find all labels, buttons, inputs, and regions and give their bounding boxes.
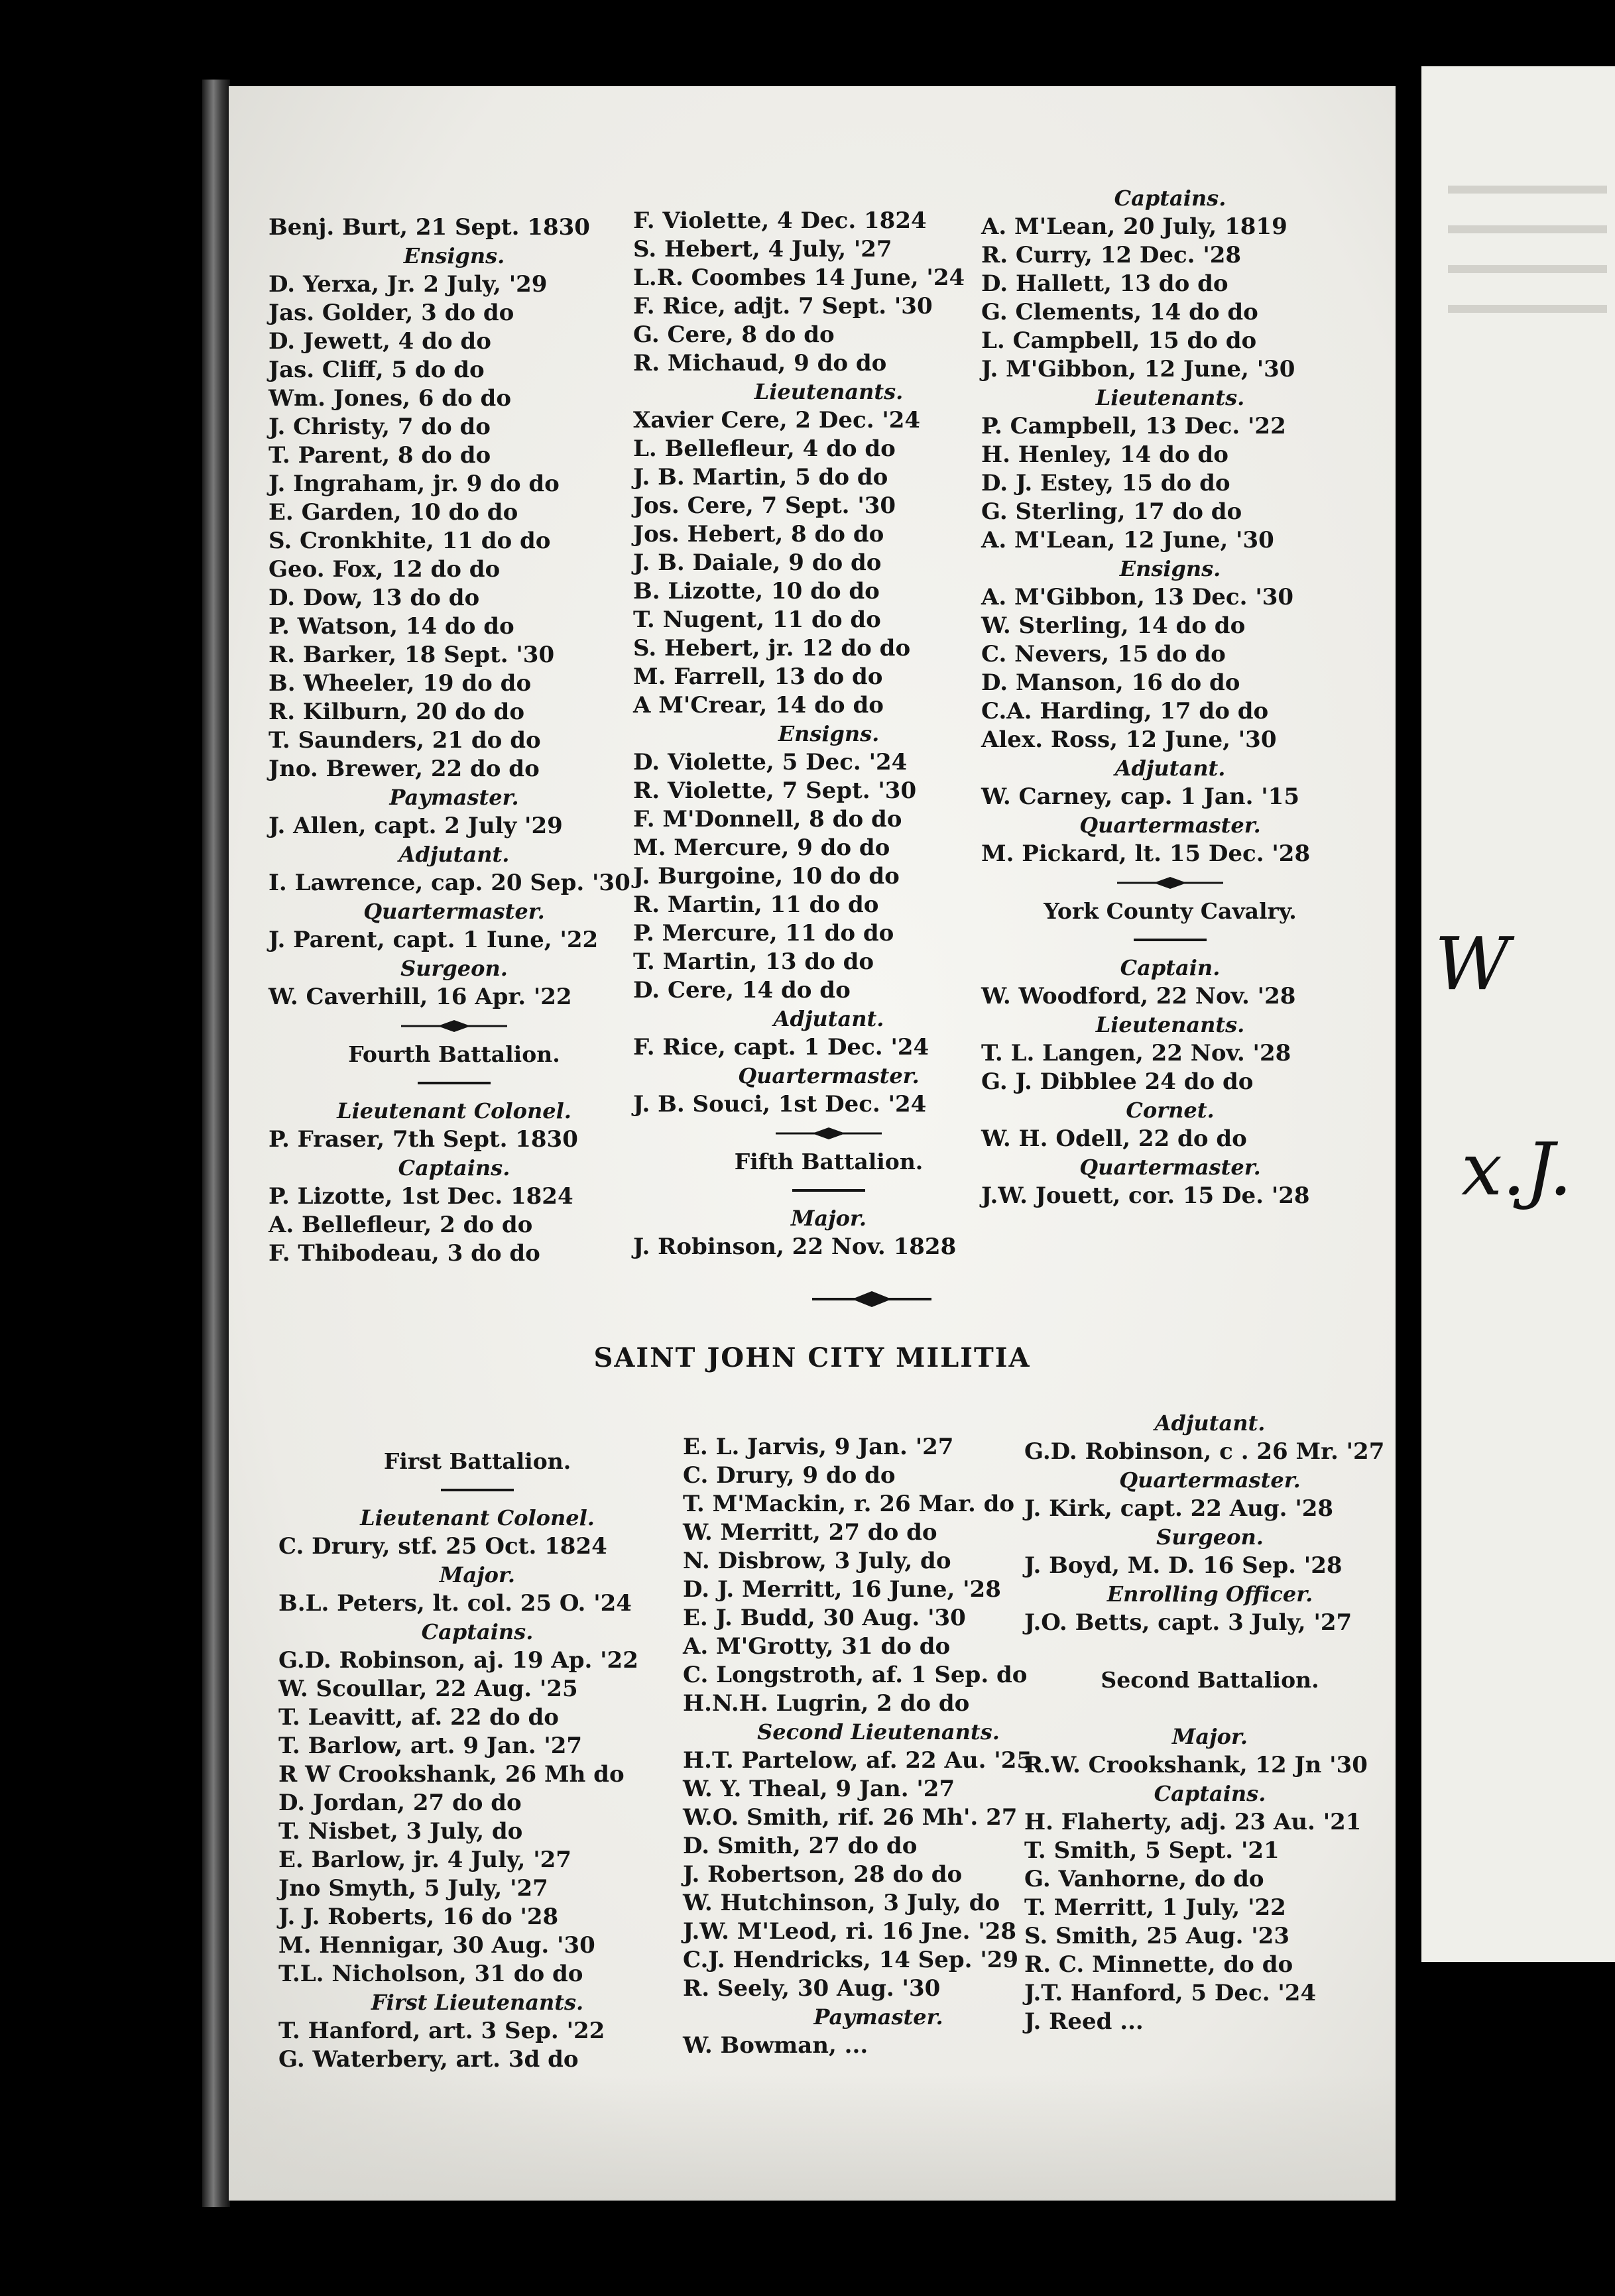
roster-entry: R W Crookshank, 26 Mh do bbox=[278, 1761, 625, 1788]
roster-entry: R.W. Crookshank, 12 Jn '30 bbox=[1024, 1752, 1368, 1778]
roster-entry: Alex. Ross, 12 June, '30 bbox=[981, 726, 1277, 753]
roster-entry: J.O. Betts, capt. 3 July, '27 bbox=[1024, 1609, 1352, 1636]
roster-entry: W. Carney, cap. 1 Jan. '15 bbox=[981, 783, 1300, 810]
bottom-column-2 bbox=[683, 1433, 1074, 2060]
roster-entry: W. H. Odell, 22 do do bbox=[981, 1125, 1247, 1152]
rank-heading: Adjutant. bbox=[398, 842, 510, 867]
roster-entry: T. Martin, 13 do do bbox=[633, 948, 874, 975]
roster-entry: T. M'Mackin, r. 26 Mar. do bbox=[683, 1491, 1015, 1517]
divider-ornament bbox=[981, 868, 1359, 897]
roster-entry: F. Rice, capt. 1 Dec. '24 bbox=[633, 1034, 929, 1061]
roster-entry: J. Parent, capt. 1 Iune, '22 bbox=[269, 927, 599, 953]
roster-entry: W. Sterling, 14 do do bbox=[981, 612, 1246, 639]
roster-entry: D. Smith, 27 do do bbox=[683, 1833, 918, 1859]
roster-entry: S. Cronkhite, 11 do do bbox=[269, 528, 551, 554]
top-column-3 bbox=[981, 184, 1359, 1210]
roster-entry: J. Christy, 7 do do bbox=[269, 414, 491, 440]
rank-heading: Surgeon. bbox=[400, 956, 508, 981]
roster-entry: G. Sterling, 17 do do bbox=[981, 498, 1242, 525]
roster-entry: J. B. Souci, 1st Dec. '24 bbox=[633, 1091, 927, 1118]
roster-entry: L. Campbell, 15 do do bbox=[981, 327, 1257, 354]
roster-entry: D. Cere, 14 do do bbox=[633, 977, 851, 1004]
roster-entry: J.W. Jouett, cor. 15 De. '28 bbox=[981, 1182, 1310, 1209]
roster-entry: R. Curry, 12 Dec. '28 bbox=[981, 242, 1242, 268]
roster-entry: D. Yerxa, Jr. 2 July, '29 bbox=[269, 271, 548, 298]
roster-entry: C.A. Harding, 17 do do bbox=[981, 698, 1269, 724]
roster-entry: R. Martin, 11 do do bbox=[633, 891, 879, 918]
rank-heading: Quartermaster. bbox=[363, 899, 545, 924]
top-column-2 bbox=[633, 207, 1024, 1261]
roster-entry: D. J. Estey, 15 do do bbox=[981, 470, 1230, 496]
short-rule bbox=[981, 925, 1359, 954]
roster-entry: R. Kilburn, 20 do do bbox=[269, 699, 525, 725]
roster-entry: J. Allen, capt. 2 July '29 bbox=[269, 813, 563, 839]
rank-heading: Quartermaster. bbox=[738, 1063, 920, 1088]
roster-entry: L. Bellefleur, 4 do do bbox=[633, 435, 896, 462]
rank-heading: Major. bbox=[790, 1206, 867, 1231]
margin-handwriting-w: W bbox=[1435, 921, 1510, 1006]
roster-entry: J. Ingraham, jr. 9 do do bbox=[269, 471, 560, 497]
roster-entry: F. Violette, 4 Dec. 1824 bbox=[633, 207, 927, 234]
rank-heading: Ensigns. bbox=[778, 721, 880, 746]
rank-heading: Paymaster. bbox=[813, 2004, 943, 2030]
roster-entry: T. Barlow, art. 9 Jan. '27 bbox=[278, 1733, 583, 1759]
rank-heading: First Lieutenants. bbox=[371, 1990, 584, 2015]
roster-entry: T. Saunders, 21 do do bbox=[269, 727, 541, 754]
roster-entry: R. C. Minnette, do do bbox=[1024, 1951, 1293, 1978]
top-column-1 bbox=[269, 213, 640, 1268]
roster-entry: Jno. Brewer, 22 do do bbox=[269, 756, 540, 782]
roster-entry: J. M'Gibbon, 12 June, '30 bbox=[981, 356, 1295, 382]
roster-entry: Geo. Fox, 12 do do bbox=[269, 556, 501, 583]
roster-entry: G.D. Robinson, c . 26 Mr. '27 bbox=[1024, 1438, 1385, 1465]
roster-entry: G. Waterbery, art. 3d do bbox=[278, 2046, 579, 2073]
roster-entry: H. Henley, 14 do do bbox=[981, 441, 1228, 468]
rank-heading: Captain. bbox=[1120, 955, 1221, 980]
rank-heading: Captains. bbox=[398, 1155, 510, 1180]
roster-entry: L.R. Coombes 14 June, '24 bbox=[633, 264, 965, 291]
roster-entry: B.L. Peters, lt. col. 25 O. '24 bbox=[278, 1590, 632, 1617]
roster-entry: W. Merritt, 27 do do bbox=[683, 1519, 937, 1546]
roster-entry: E. Garden, 10 do do bbox=[269, 499, 518, 526]
roster-entry: F. M'Donnell, 8 do do bbox=[633, 806, 902, 832]
roster-entry: A M'Crear, 14 do do bbox=[633, 692, 884, 718]
roster-entry: P. Campbell, 13 Dec. '22 bbox=[981, 413, 1286, 439]
roster-entry: W. Hutchinson, 3 July, do bbox=[683, 1890, 1000, 1916]
roster-entry: C. Drury, stf. 25 Oct. 1824 bbox=[278, 1533, 607, 1560]
roster-entry: T. L. Langen, 22 Nov. '28 bbox=[981, 1040, 1291, 1066]
roster-entry: J. J. Roberts, 16 do '28 bbox=[278, 1904, 559, 1930]
roster-entry: M. Mercure, 9 do do bbox=[633, 834, 890, 861]
roster-entry: H. Flaherty, adj. 23 Au. '21 bbox=[1024, 1809, 1362, 1835]
roster-entry: M. Farrell, 13 do do bbox=[633, 663, 883, 690]
rank-heading: Quartermaster. bbox=[1079, 1155, 1261, 1180]
roster-entry: W. Y. Theal, 9 Jan. '27 bbox=[683, 1776, 955, 1802]
roster-entry: P. Fraser, 7th Sept. 1830 bbox=[269, 1126, 578, 1153]
roster-entry: J. Robinson, 22 Nov. 1828 bbox=[633, 1234, 957, 1260]
battalion-heading: Fifth Battalion. bbox=[734, 1149, 924, 1175]
rank-heading: Lieutenant Colonel. bbox=[360, 1505, 595, 1530]
roster-entry: S. Smith, 25 Aug. '23 bbox=[1024, 1923, 1289, 1949]
roster-entry: C. Drury, 9 do do bbox=[683, 1462, 896, 1489]
roster-entry: A. M'Grotty, 31 do do bbox=[683, 1633, 951, 1660]
book-page-edge bbox=[202, 80, 230, 2207]
roster-entry: D. Manson, 16 do do bbox=[981, 669, 1240, 696]
rank-heading: Ensigns. bbox=[1119, 556, 1221, 581]
roster-entry: J. Burgoine, 10 do do bbox=[633, 863, 900, 890]
roster-entry: R. Michaud, 9 do do bbox=[633, 350, 887, 376]
battalion-heading: York County Cavalry. bbox=[1044, 898, 1297, 924]
section-ornament bbox=[812, 1289, 931, 1312]
rank-heading: Paymaster. bbox=[389, 785, 519, 810]
battalion-heading: Fourth Battalion. bbox=[348, 1041, 560, 1067]
rank-heading: Captains. bbox=[1114, 186, 1226, 211]
roster-entry: E. L. Jarvis, 9 Jan. '27 bbox=[683, 1434, 954, 1460]
rank-heading: Major. bbox=[1171, 1724, 1248, 1749]
roster-entry: D. Jewett, 4 do do bbox=[269, 328, 491, 355]
roster-entry: Jos. Hebert, 8 do do bbox=[633, 521, 884, 547]
roster-entry: Wm. Jones, 6 do do bbox=[269, 385, 511, 412]
roster-entry: Benj. Burt, 21 Sept. 1830 bbox=[269, 214, 590, 241]
roster-entry: P. Mercure, 11 do do bbox=[633, 920, 894, 947]
roster-entry: T. Smith, 5 Sept. '21 bbox=[1024, 1837, 1280, 1864]
roster-entry: Jas. Cliff, 5 do do bbox=[269, 357, 485, 383]
roster-entry: E. Barlow, jr. 4 July, '27 bbox=[278, 1847, 571, 1873]
roster-entry: T. Hanford, art. 3 Sep. '22 bbox=[278, 2018, 605, 2044]
rank-heading: Quartermaster. bbox=[1079, 813, 1261, 838]
roster-entry: A. M'Lean, 12 June, '30 bbox=[981, 527, 1274, 553]
roster-entry: W. Bowman, ... bbox=[683, 2032, 868, 2059]
roster-entry: R. Seely, 30 Aug. '30 bbox=[683, 1975, 941, 2002]
blank-line bbox=[1024, 1694, 1396, 1723]
roster-entry: W. Woodford, 22 Nov. '28 bbox=[981, 983, 1296, 1009]
roster-entry: P. Lizotte, 1st Dec. 1824 bbox=[269, 1183, 573, 1210]
roster-entry: B. Wheeler, 19 do do bbox=[269, 670, 532, 697]
roster-entry: G.D. Robinson, aj. 19 Ap. '22 bbox=[278, 1647, 638, 1674]
rank-heading: Adjutant. bbox=[1114, 756, 1226, 781]
roster-entry: Jas. Golder, 3 do do bbox=[269, 300, 514, 326]
roster-entry: C. Nevers, 15 do do bbox=[981, 641, 1226, 667]
short-rule bbox=[633, 1176, 1024, 1204]
bottom-column-1 bbox=[278, 1447, 676, 2074]
short-rule bbox=[269, 1068, 640, 1097]
roster-entry: Jno Smyth, 5 July, '27 bbox=[278, 1875, 548, 1902]
roster-entry: F. Thibodeau, 3 do do bbox=[269, 1240, 540, 1267]
rank-heading: Major. bbox=[439, 1562, 516, 1587]
rank-heading: Enrolling Officer. bbox=[1107, 1581, 1313, 1607]
rank-heading: Surgeon. bbox=[1156, 1524, 1264, 1550]
roster-entry: T. Parent, 8 do do bbox=[269, 442, 491, 469]
roster-entry: J.W. M'Leod, ri. 16 Jne. '28 bbox=[683, 1918, 1017, 1945]
rank-heading: Lieutenants. bbox=[1095, 1012, 1245, 1037]
roster-entry: T. Merritt, 1 July, '22 bbox=[1024, 1894, 1286, 1921]
rank-heading: Quartermaster. bbox=[1119, 1467, 1301, 1493]
roster-entry: R. Violette, 7 Sept. '30 bbox=[633, 777, 917, 804]
roster-entry: H.T. Partelow, af. 22 Au. '25 bbox=[683, 1747, 1033, 1774]
roster-entry: Jos. Cere, 7 Sept. '30 bbox=[633, 492, 896, 519]
roster-entry: R. Barker, 18 Sept. '30 bbox=[269, 642, 555, 668]
short-rule bbox=[278, 1475, 676, 1504]
roster-entry: T. Nisbet, 3 July, do bbox=[278, 1818, 523, 1845]
rank-heading: Lieutenants. bbox=[754, 379, 904, 404]
roster-entry: S. Hebert, 4 July, '27 bbox=[633, 236, 892, 262]
roster-entry: J. Kirk, capt. 22 Aug. '28 bbox=[1024, 1495, 1334, 1522]
rank-heading: Lieutenant Colonel. bbox=[337, 1098, 571, 1123]
rank-heading: Adjutant. bbox=[773, 1006, 884, 1031]
adjacent-page bbox=[1412, 66, 1615, 1962]
roster-entry: W. Scoullar, 22 Aug. '25 bbox=[278, 1676, 578, 1702]
rank-heading: Adjutant. bbox=[1154, 1410, 1266, 1436]
battalion-heading: Second Battalion. bbox=[1101, 1667, 1319, 1693]
roster-entry: D. Jordan, 27 do do bbox=[278, 1790, 522, 1816]
roster-entry: J.T. Hanford, 5 Dec. '24 bbox=[1024, 1980, 1317, 2006]
roster-entry: J. B. Martin, 5 do do bbox=[633, 464, 888, 490]
section-title: SAINT JOHN CITY MILITIA bbox=[593, 1342, 1031, 1373]
film-border bbox=[0, 0, 199, 2296]
roster-entry: E. J. Budd, 30 Aug. '30 bbox=[683, 1605, 966, 1631]
roster-entry: G. J. Dibblee 24 do do bbox=[981, 1068, 1254, 1095]
roster-entry: Xavier Cere, 2 Dec. '24 bbox=[633, 407, 921, 433]
roster-entry: G. Clements, 14 do do bbox=[981, 299, 1258, 325]
rank-heading: Second Lieutenants. bbox=[757, 1719, 1000, 1745]
roster-entry: T.L. Nicholson, 31 do do bbox=[278, 1961, 583, 1987]
roster-entry: W.O. Smith, rif. 26 Mh'. 27 bbox=[683, 1804, 1018, 1831]
bottom-column-3 bbox=[1024, 1409, 1396, 2036]
divider-ornament bbox=[269, 1011, 640, 1040]
rank-heading: Ensigns. bbox=[403, 243, 505, 268]
rank-heading: Captains. bbox=[421, 1619, 534, 1644]
roster-entry: S. Hebert, jr. 12 do do bbox=[633, 635, 911, 661]
roster-entry: W. Caverhill, 16 Apr. '22 bbox=[269, 984, 572, 1010]
roster-entry: I. Lawrence, cap. 20 Sep. '30 bbox=[269, 870, 630, 896]
roster-entry: J. Boyd, M. D. 16 Sep. '28 bbox=[1024, 1552, 1343, 1579]
battalion-heading: First Battalion. bbox=[383, 1448, 571, 1474]
margin-handwriting-xj: x.J. bbox=[1461, 1127, 1573, 1212]
roster-entry: T. Nugent, 11 do do bbox=[633, 606, 881, 633]
roster-entry: J. B. Daiale, 9 do do bbox=[633, 549, 882, 576]
roster-entry: A. M'Gibbon, 13 Dec. '30 bbox=[981, 584, 1294, 610]
divider-ornament bbox=[633, 1119, 1024, 1147]
roster-entry: J. Reed ... bbox=[1024, 2008, 1144, 2035]
roster-entry: P. Watson, 14 do do bbox=[269, 613, 514, 640]
page-bottom-shadow bbox=[229, 2075, 1396, 2201]
roster-entry: G. Cere, 8 do do bbox=[633, 321, 835, 348]
roster-entry: J. Robertson, 28 do do bbox=[683, 1861, 963, 1888]
roster-entry: A. M'Lean, 20 July, 1819 bbox=[981, 213, 1287, 240]
roster-entry: M. Pickard, lt. 15 Dec. '28 bbox=[981, 840, 1311, 867]
roster-entry: N. Disbrow, 3 July, do bbox=[683, 1548, 951, 1574]
roster-entry: C.J. Hendricks, 14 Sep. '29 bbox=[683, 1947, 1019, 1973]
roster-entry: B. Lizotte, 10 do do bbox=[633, 578, 880, 604]
roster-entry: D. J. Merritt, 16 June, '28 bbox=[683, 1576, 1001, 1603]
roster-entry: C. Longstroth, af. 1 Sep. do bbox=[683, 1662, 1028, 1688]
roster-entry: G. Vanhorne, do do bbox=[1024, 1866, 1264, 1892]
rank-heading: Cornet. bbox=[1126, 1098, 1215, 1123]
blank-line bbox=[1024, 1637, 1396, 1666]
roster-entry: H.N.H. Lugrin, 2 do do bbox=[683, 1690, 970, 1717]
roster-entry: M. Hennigar, 30 Aug. '30 bbox=[278, 1932, 595, 1959]
rank-heading: Captains. bbox=[1154, 1781, 1266, 1806]
roster-entry: D. Dow, 13 do do bbox=[269, 585, 480, 611]
roster-entry: D. Violette, 5 Dec. '24 bbox=[633, 749, 908, 775]
roster-entry: D. Hallett, 13 do do bbox=[981, 270, 1228, 297]
rank-heading: Lieutenants. bbox=[1095, 385, 1245, 410]
roster-entry: T. Leavitt, af. 22 do do bbox=[278, 1704, 559, 1731]
roster-entry: A. Bellefleur, 2 do do bbox=[269, 1212, 533, 1238]
roster-entry: F. Rice, adjt. 7 Sept. '30 bbox=[633, 293, 933, 319]
